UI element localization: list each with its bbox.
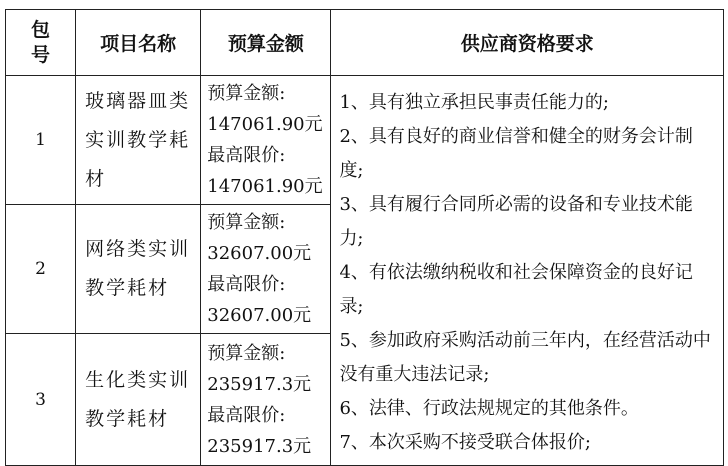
requirement-item: 1、具有独立承担民事责任能力的; (339, 92, 609, 113)
requirement-item: 5、参加政府采购活动前三年内，在经营活动中没有重大违法记录; (339, 330, 711, 385)
table-row (6, 76, 724, 205)
budget-label: 预算金额: (207, 83, 286, 104)
header-row (6, 10, 724, 76)
budget-cell (201, 205, 331, 334)
procurement-table (5, 9, 724, 466)
requirement-item: 6、法律、行政法规规定的其他条件。 (339, 398, 639, 419)
item-name: 生化类实训教学耗材 (76, 334, 201, 466)
item-name: 网络类实训教学耗材 (76, 205, 201, 334)
requirement-item: 7、本次采购不接受联合体报价; (339, 432, 591, 453)
budget-cell (201, 76, 331, 205)
requirements-cell (331, 76, 724, 466)
header-item-name: 项目名称 (76, 10, 201, 76)
budget-value: 32607.00元 (207, 243, 312, 264)
budget-label: 预算金额: (207, 212, 286, 233)
max-price-label: 最高限价: (207, 274, 286, 295)
max-price-value: 32607.00元 (207, 305, 312, 326)
budget-label: 预算金额: (207, 342, 286, 364)
max-price-label: 最高限价: (207, 404, 286, 426)
requirement-item: 2、具有良好的商业信誉和健全的财务会计制度; (339, 126, 693, 181)
budget-value: 147061.90元 (207, 114, 323, 135)
package-number: 1 (6, 76, 76, 205)
header-package-line2: 号 (31, 43, 51, 66)
header-budget: 预算金额 (201, 10, 331, 76)
header-requirements: 供应商资格要求 (331, 10, 724, 76)
requirement-item: 4、有依法缴纳税收和社会保障资金的良好记录; (339, 262, 693, 317)
item-name: 玻璃器皿类实训教学耗材 (76, 76, 201, 205)
header-package (6, 10, 76, 76)
max-price-value: 147061.90元 (207, 176, 323, 197)
package-number: 2 (6, 205, 76, 334)
package-number: 3 (6, 334, 76, 466)
requirement-item: 3、具有履行合同所必需的设备和专业技术能力; (339, 194, 693, 249)
budget-cell (201, 334, 331, 466)
budget-value: 235917.3元 (207, 373, 312, 395)
max-price-value: 235917.3元 (207, 435, 312, 457)
max-price-label: 最高限价: (207, 145, 286, 166)
header-package-line1: 包 (31, 18, 51, 41)
